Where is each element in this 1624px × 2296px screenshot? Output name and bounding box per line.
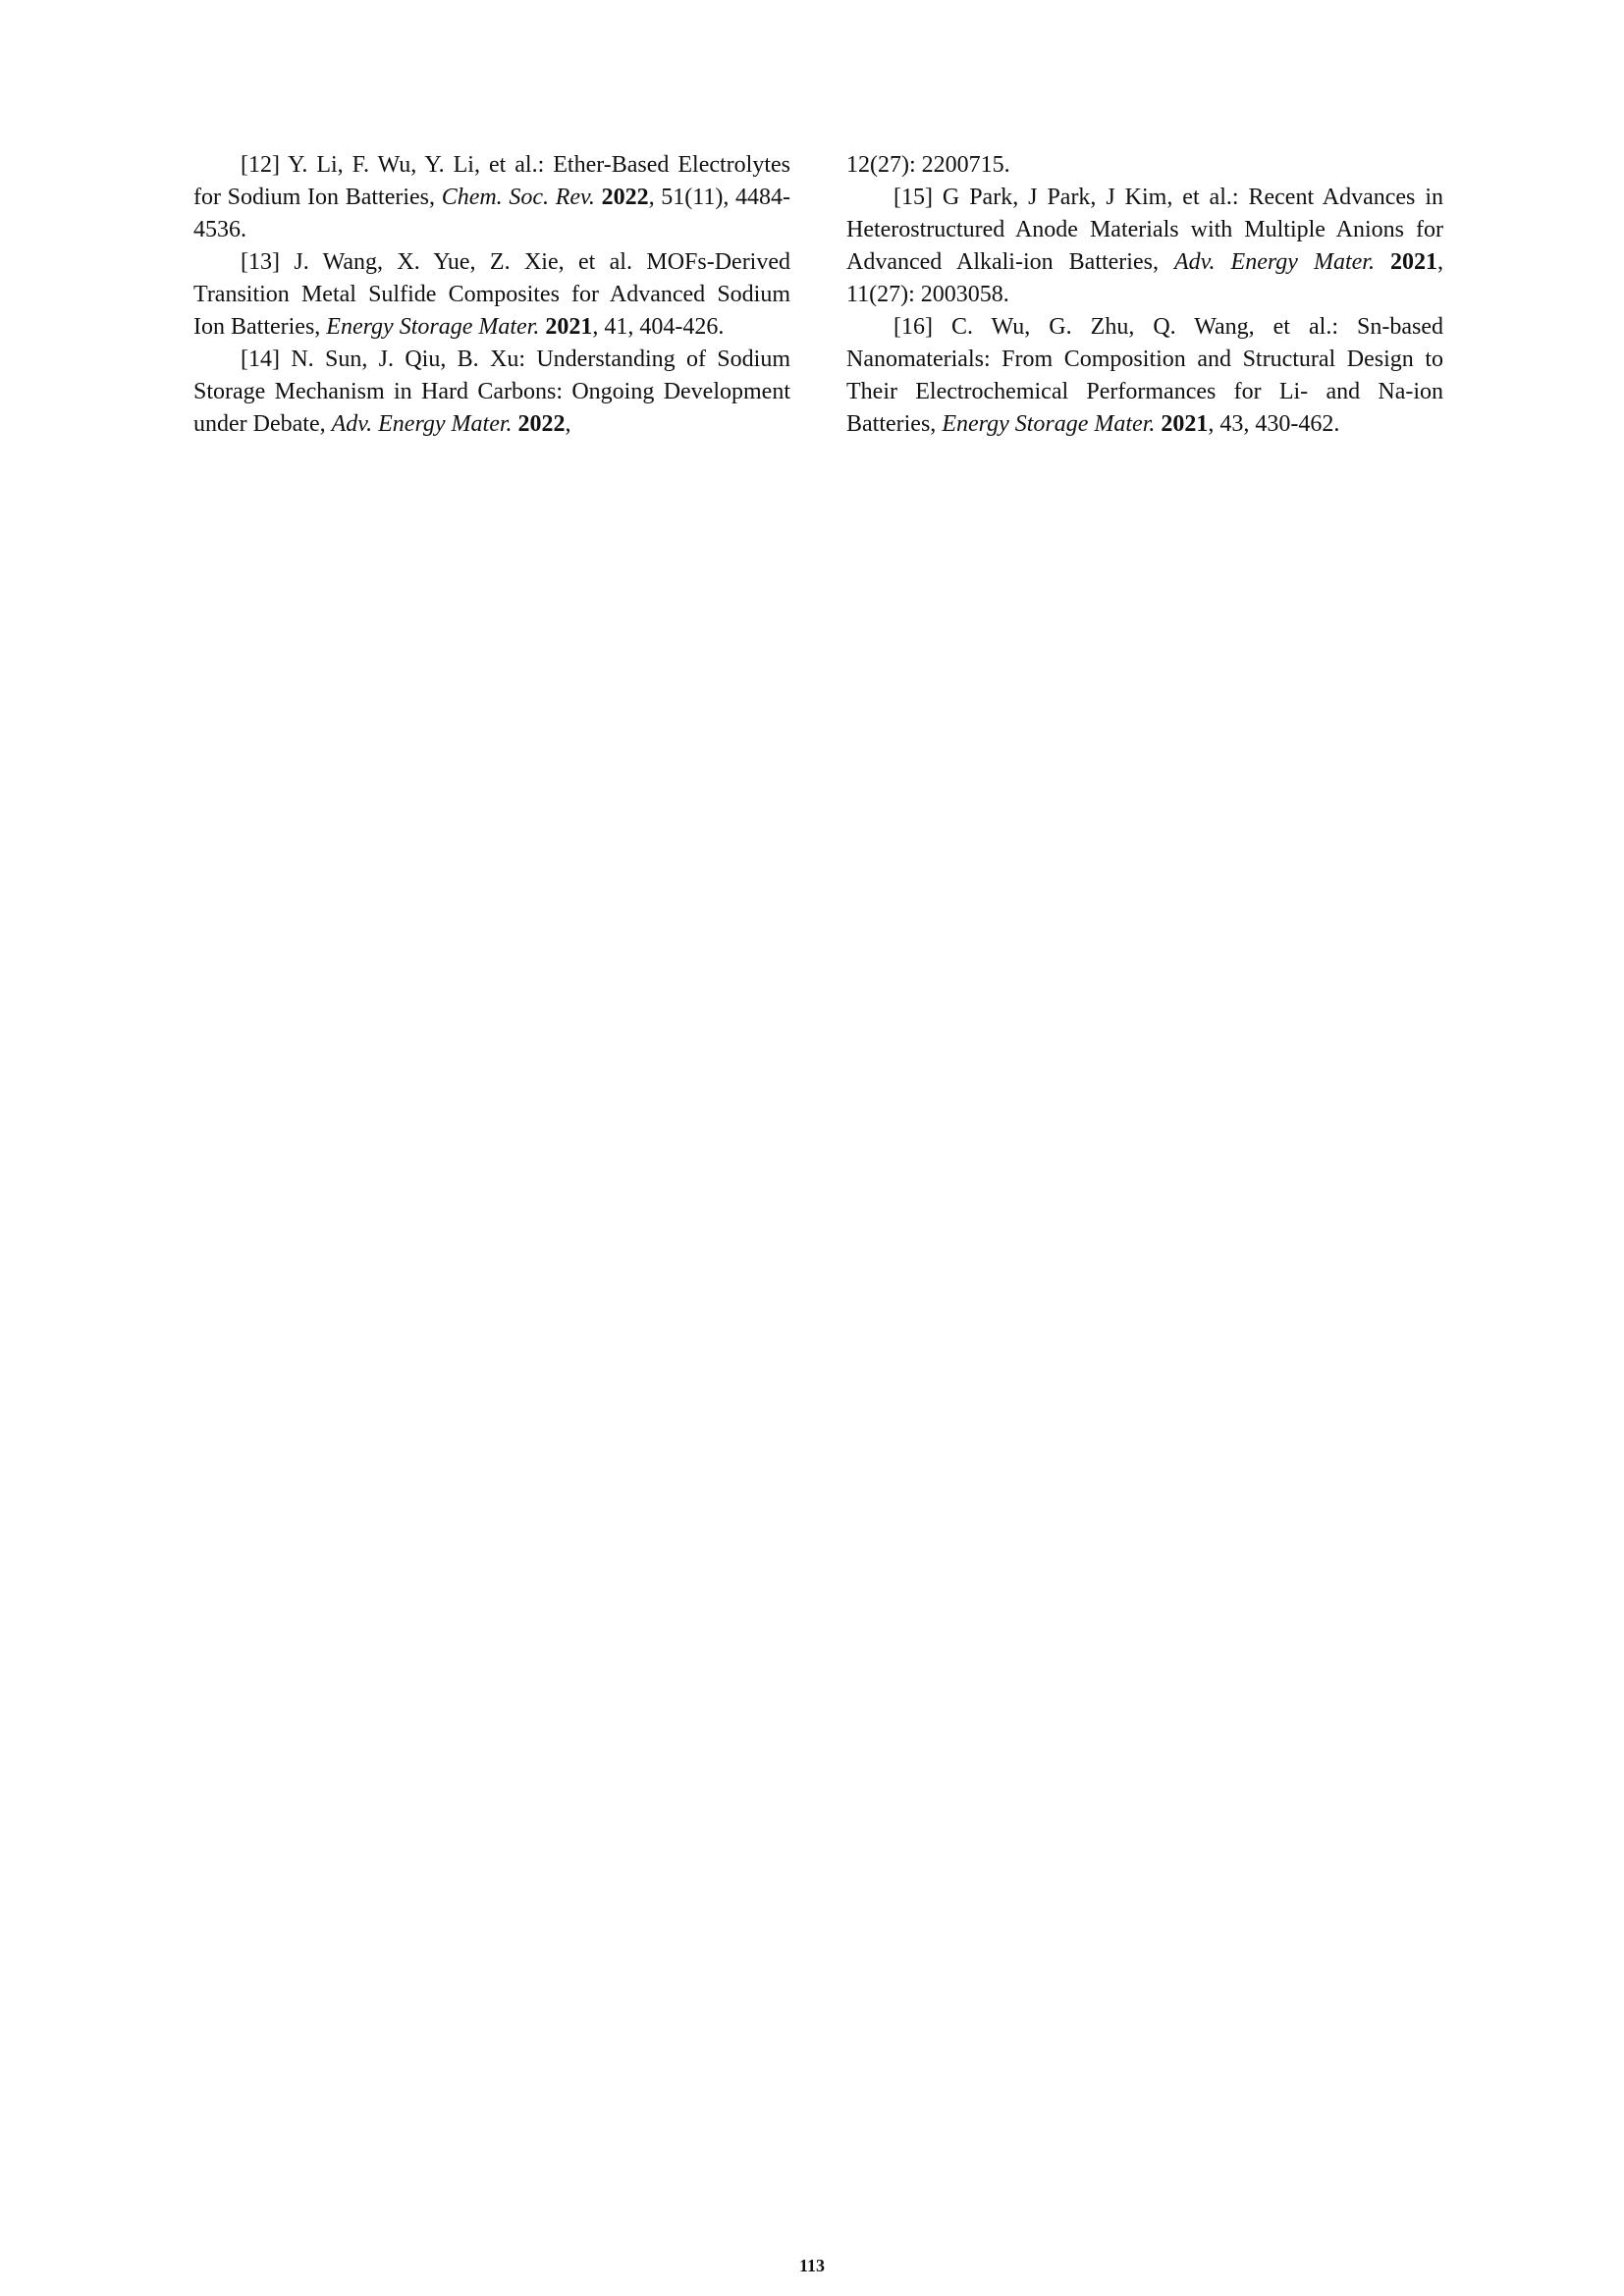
reference-authors-title: J. Wang, X. Yue, Z. Xie, et al. MOFs-Derived Transition Metal Sulfide Composites for Advanced Sodium Ion Batteries, xyxy=(193,249,790,340)
reference-label: [13] xyxy=(241,249,280,275)
reference-14 xyxy=(193,344,790,441)
reference-volume-pages: , xyxy=(565,411,571,437)
reference-label: [14] xyxy=(241,347,280,372)
reference-13 xyxy=(193,246,790,344)
reference-journal: Energy Storage Mater. xyxy=(326,314,540,340)
reference-journal: Adv. Energy Mater. xyxy=(1173,249,1375,275)
references-left-column xyxy=(193,149,790,441)
reference-year: 2021 xyxy=(545,314,593,340)
page-number: 113 xyxy=(798,2256,825,2275)
reference-year: 2021 xyxy=(1161,411,1209,437)
reference-volume-pages: , 41, 404-426. xyxy=(592,314,725,340)
reference-authors-title: G Park, J Park, J Kim, et al.: Recent Advances in Heterostructured Anode Materials with Multiple Anions for Advanced Alkali-ion Batteries, xyxy=(846,185,1443,275)
reference-authors-title: Y. Li, F. Wu, Y. Li, et al.: Ether-Based Electrolytes for Sodium Ion Batteries, xyxy=(193,152,790,210)
reference-volume-pages: , 11(27): 2003058. xyxy=(846,249,1443,307)
reference-journal: Energy Storage Mater. xyxy=(942,411,1156,437)
references-right-column xyxy=(846,149,1443,441)
reference-year: 2021 xyxy=(1390,249,1437,275)
reference-journal: Chem. Soc. Rev. xyxy=(441,185,595,210)
reference-label: [15] xyxy=(893,185,933,210)
reference-12 xyxy=(193,149,790,246)
reference-year: 2022 xyxy=(601,185,649,210)
reference-label: [16] xyxy=(893,314,933,340)
reference-authors-title: C. Wu, G. Zhu, Q. Wang, et al.: Sn-based Nanomaterials: From Composition and Structural Design to Their Electrochemical Performances for Li- and Na-ion Batteries, xyxy=(846,314,1443,437)
reference-year: 2022 xyxy=(517,411,566,437)
reference-label: [12] xyxy=(241,152,280,178)
reference-14-continuation: 12(27): 2200715. xyxy=(846,152,1010,178)
reference-15 xyxy=(846,182,1443,311)
reference-authors-title: N. Sun, J. Qiu, B. Xu: Understanding of Sodium Storage Mechanism in Hard Carbons: Ongoing Development under Debate, xyxy=(193,347,790,437)
reference-volume-pages: , 51(11), 4484-4536. xyxy=(193,185,791,242)
reference-volume-pages: , 43, 430-462. xyxy=(1208,411,1340,437)
reference-16 xyxy=(846,311,1443,441)
reference-journal: Adv. Energy Mater. xyxy=(331,411,513,437)
